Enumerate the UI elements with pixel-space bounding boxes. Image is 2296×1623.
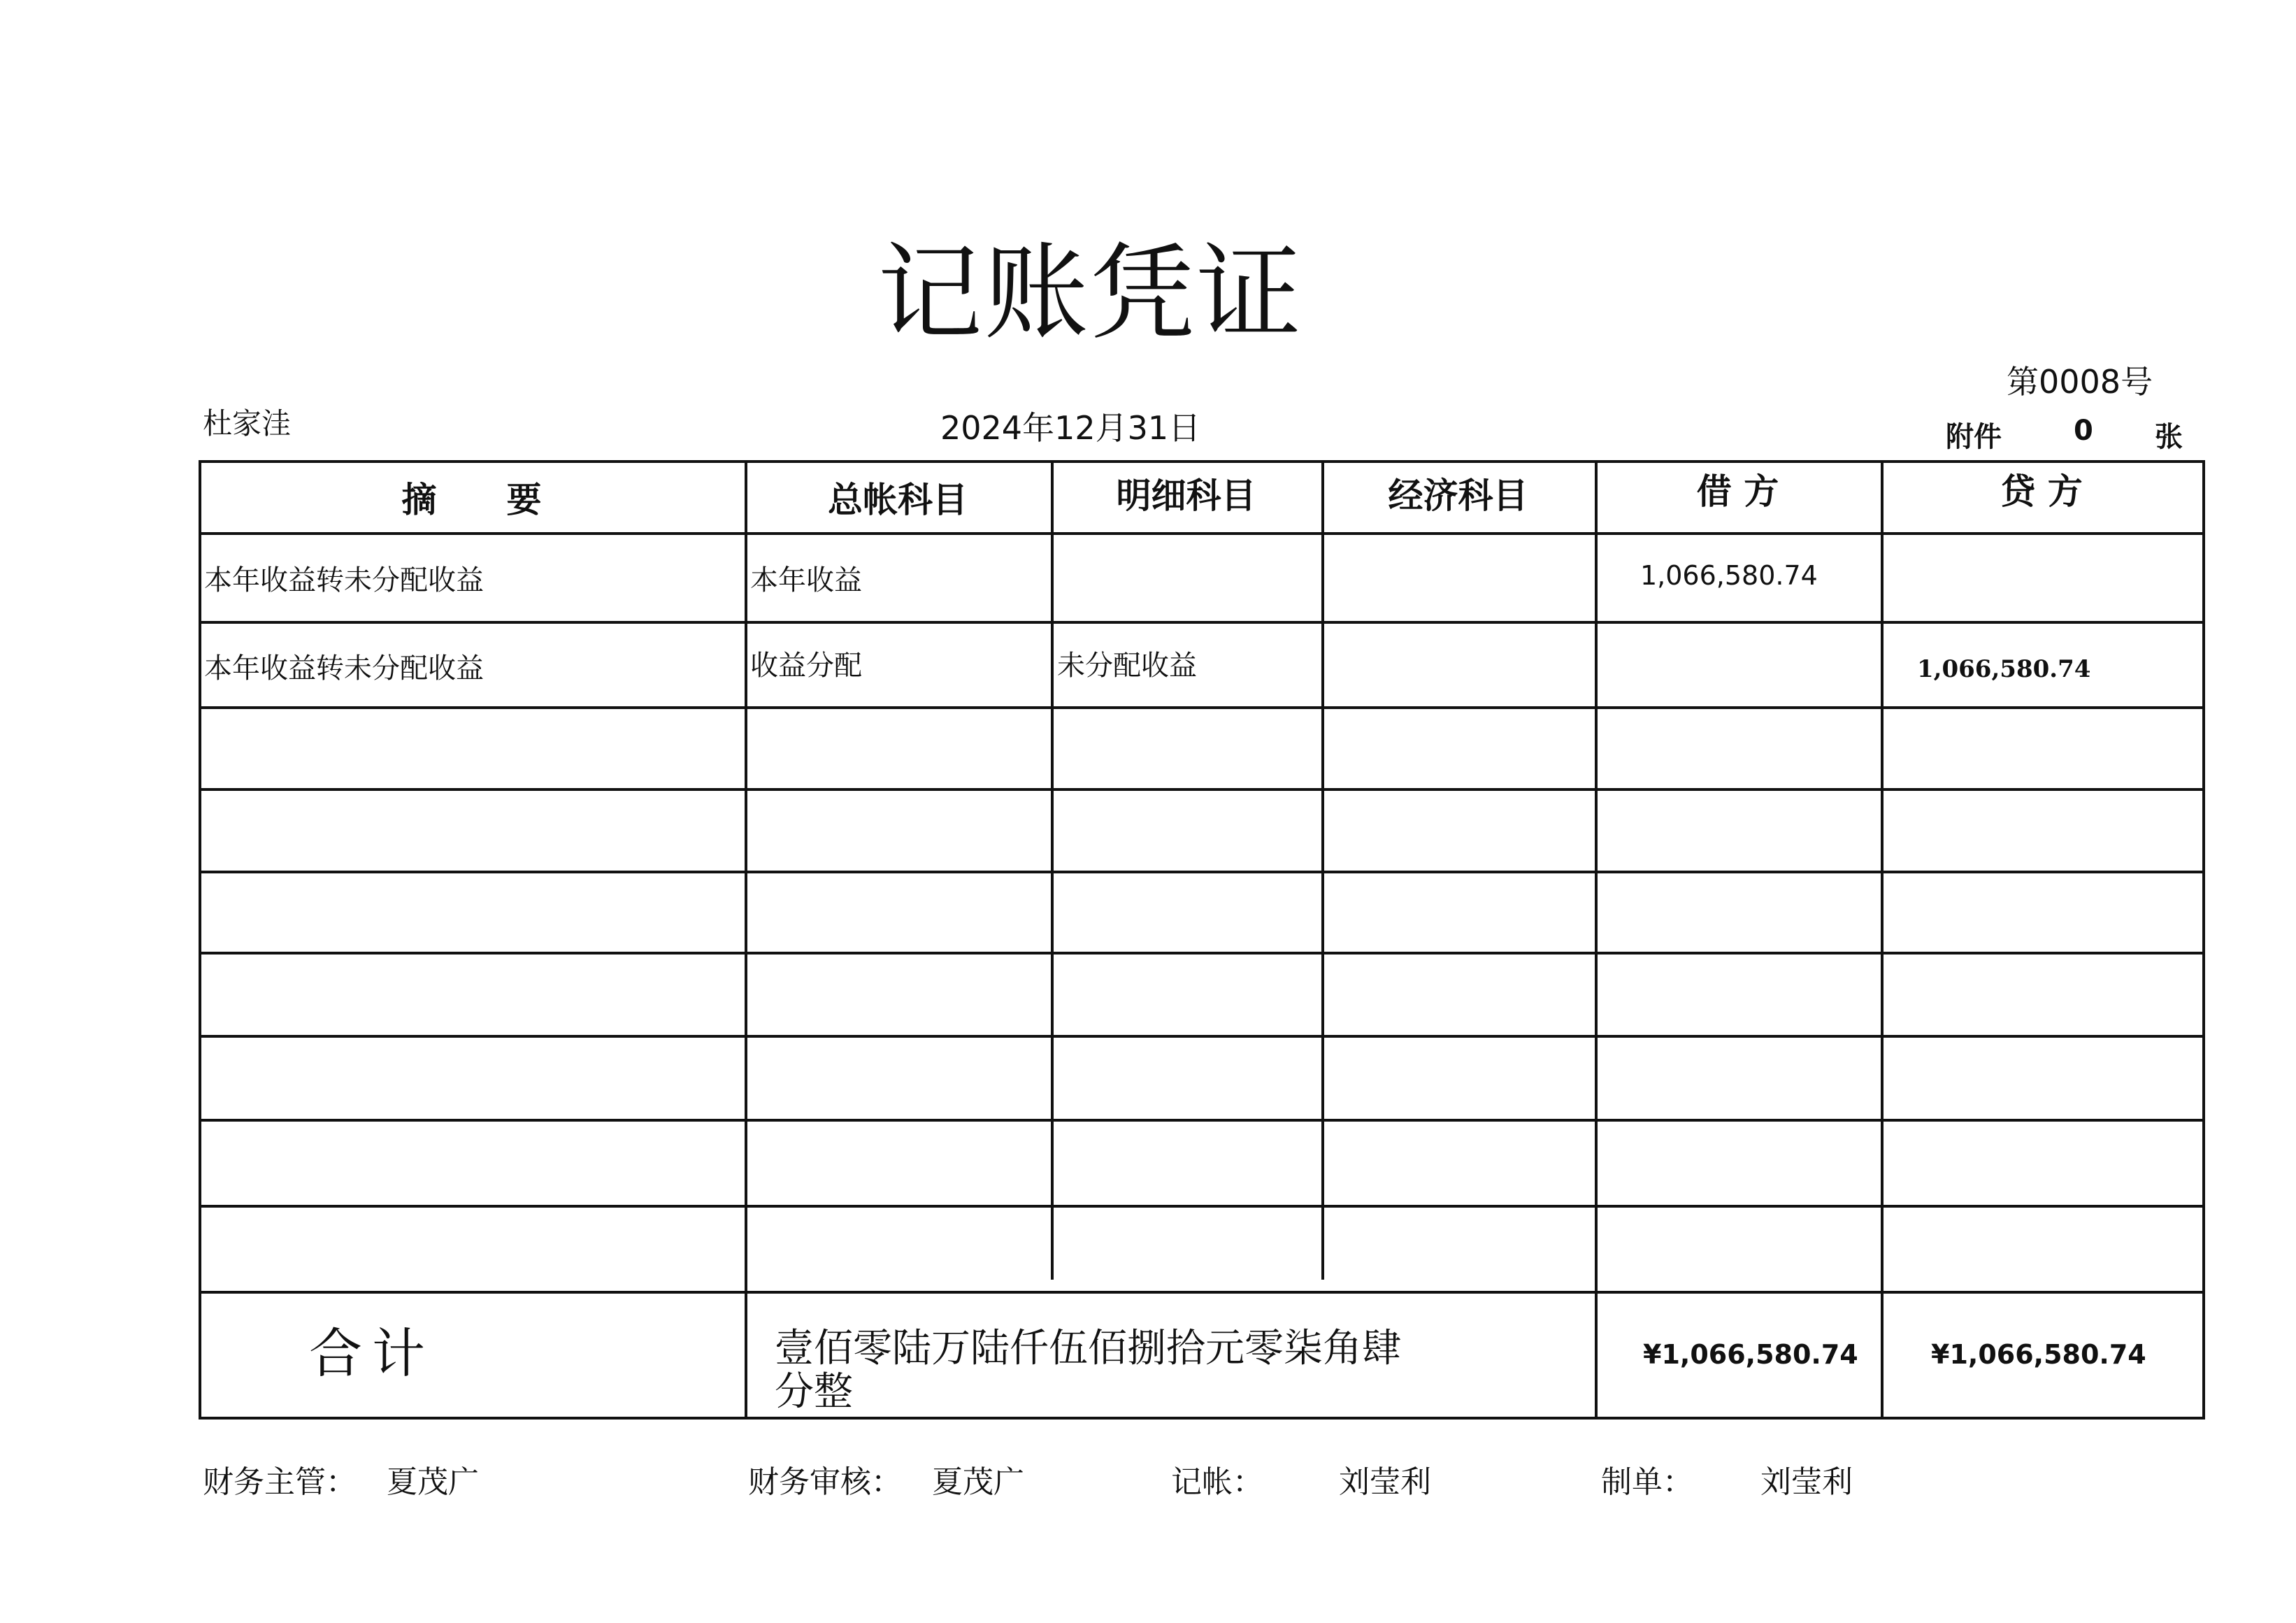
total-divider xyxy=(199,1291,2205,1294)
table-border-right xyxy=(2202,460,2205,1420)
row-divider xyxy=(199,706,2205,709)
total-debit: ¥1,066,580.74 xyxy=(1643,1339,1858,1370)
attachment-label: 附件 xyxy=(1946,421,2002,453)
total-credit: ¥1,066,580.74 xyxy=(1931,1339,2146,1370)
preparer-name: 刘莹利 xyxy=(1760,1464,1853,1500)
attachment-unit: 张 xyxy=(2155,421,2183,453)
table-border-top xyxy=(199,460,2205,463)
table-border-bottom xyxy=(199,1417,2205,1420)
preparer-label: 制单： xyxy=(1601,1464,1693,1500)
column-header-detail-account: 明细科目 xyxy=(1116,476,1256,516)
voucher-title: 记账凭证 xyxy=(877,233,1303,355)
row-2-detail-account: 未分配收益 xyxy=(1057,650,1197,682)
row-divider xyxy=(199,1119,2205,1122)
total-amount-in-words: 壹佰零陆万陆仟伍佰捌拾元零柒角肆分整 xyxy=(775,1326,1401,1415)
finance-supervisor-label: 财务主管： xyxy=(203,1464,357,1500)
row-1-summary: 本年收益转未分配收益 xyxy=(204,564,484,596)
company-name: 杜家洼 xyxy=(203,406,292,441)
voucher-number: 第0008号 xyxy=(2007,363,2153,401)
row-1-debit: 1,066,580.74 xyxy=(1640,560,1818,591)
attachment-count: 0 xyxy=(2074,415,2093,447)
row-divider xyxy=(199,1035,2205,1038)
column-divider xyxy=(1321,460,1324,1280)
row-divider xyxy=(199,788,2205,791)
column-header-summary: 摘 要 xyxy=(401,480,542,520)
bookkeeper-label: 记帐： xyxy=(1171,1464,1263,1500)
row-divider xyxy=(199,621,2205,624)
row-2-summary: 本年收益转未分配收益 xyxy=(204,652,484,685)
row-2-credit: 1,066,580.74 xyxy=(1917,655,2091,683)
column-header-economic-account: 经济科目 xyxy=(1388,476,1528,516)
bookkeeper-name: 刘莹利 xyxy=(1339,1464,1431,1500)
column-divider xyxy=(1051,460,1054,1280)
row-2-general-account: 收益分配 xyxy=(750,650,862,682)
auditor-label: 财务审核： xyxy=(748,1464,902,1500)
auditor-name: 夏茂广 xyxy=(932,1464,1024,1500)
total-label: 合计 xyxy=(309,1322,435,1385)
row-divider xyxy=(199,871,2205,873)
row-1-general-account: 本年收益 xyxy=(750,564,862,596)
row-divider xyxy=(199,1205,2205,1208)
column-divider xyxy=(1595,460,1598,1420)
header-divider xyxy=(199,532,2205,535)
column-divider xyxy=(1881,460,1884,1420)
voucher-date: 2024年12月31日 xyxy=(940,409,1201,447)
voucher-table xyxy=(199,460,2205,1418)
finance-supervisor-name: 夏茂广 xyxy=(387,1464,479,1500)
column-divider xyxy=(745,460,747,1420)
column-header-credit: 贷 方 xyxy=(2000,471,2083,512)
row-divider xyxy=(199,952,2205,955)
column-header-debit: 借 方 xyxy=(1696,471,1779,512)
column-header-general-account: 总帐科目 xyxy=(828,480,968,520)
table-border-left xyxy=(199,460,201,1420)
